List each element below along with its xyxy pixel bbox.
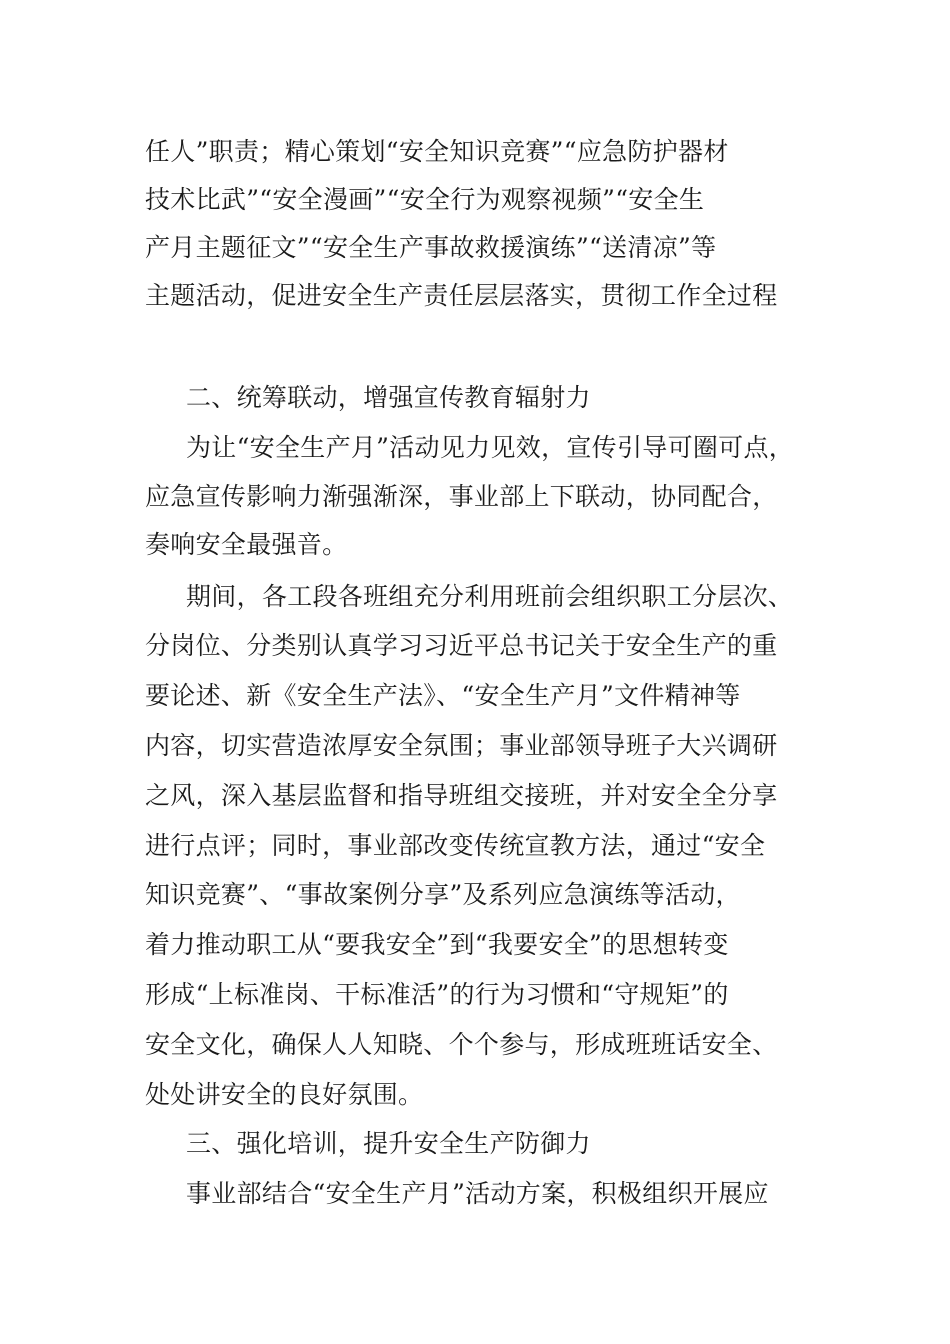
paragraph-line: 产月主题征文”“安全生产事故救援演练”“送清凉”等 bbox=[145, 233, 717, 262]
section-heading: 二、统筹联动，增强宣传教育辐射力 bbox=[186, 383, 591, 412]
paragraph-line: 内容，切实营造浓厚安全氛围；事业部领导班子大兴调研 bbox=[145, 731, 778, 760]
paragraph-line: 着力推动职工从“要我安全”到“我要安全”的思想转变 bbox=[145, 930, 729, 959]
paragraph-line: 应急宣传影响力渐强渐深，事业部上下联动，协同配合， bbox=[145, 482, 778, 511]
paragraph-line: 形成“上标准岗、干标准活”的行为习惯和“守规矩”的 bbox=[145, 980, 729, 1009]
paragraph-line: 任人”职责；精心策划“安全知识竞赛”“应急防护器材 bbox=[145, 137, 729, 166]
paragraph-line: 分岗位、分类别认真学习习近平总书记关于安全生产的重 bbox=[145, 631, 778, 660]
paragraph-line: 知识竞赛”、“事故案例分享”及系列应急演练等活动， bbox=[145, 880, 741, 909]
paragraph-line: 要论述、新《安全生产法》、“安全生产月”文件精神等 bbox=[145, 681, 741, 710]
paragraph-line: 安全文化，确保人人知晓、个个参与，形成班班话安全、 bbox=[145, 1030, 778, 1059]
paragraph-line: 技术比武”“安全漫画”“安全行为观察视频”“安全生 bbox=[145, 185, 705, 214]
paragraph-line: 处处讲安全的良好氛围。 bbox=[145, 1080, 424, 1109]
paragraph-line: 期间，各工段各班组充分利用班前会组织职工分层次、 bbox=[186, 582, 794, 611]
section-heading: 三、强化培训，提升安全生产防御力 bbox=[186, 1129, 591, 1158]
paragraph-line: 事业部结合“安全生产月”活动方案，积极组织开展应 bbox=[186, 1179, 769, 1208]
paragraph-line: 为让“安全生产月”活动见力见效，宣传引导可圈可点， bbox=[186, 433, 795, 462]
paragraph-line: 进行点评；同时，事业部改变传统宣教方法，通过“安全 bbox=[145, 831, 766, 860]
paragraph-line: 奏响安全最强音。 bbox=[145, 530, 348, 559]
paragraph-line: 主题活动，促进安全生产责任层层落实，贯彻工作全过程 bbox=[145, 281, 778, 310]
paragraph-line: 之风，深入基层监督和指导班组交接班，并对安全全分享 bbox=[145, 781, 778, 810]
